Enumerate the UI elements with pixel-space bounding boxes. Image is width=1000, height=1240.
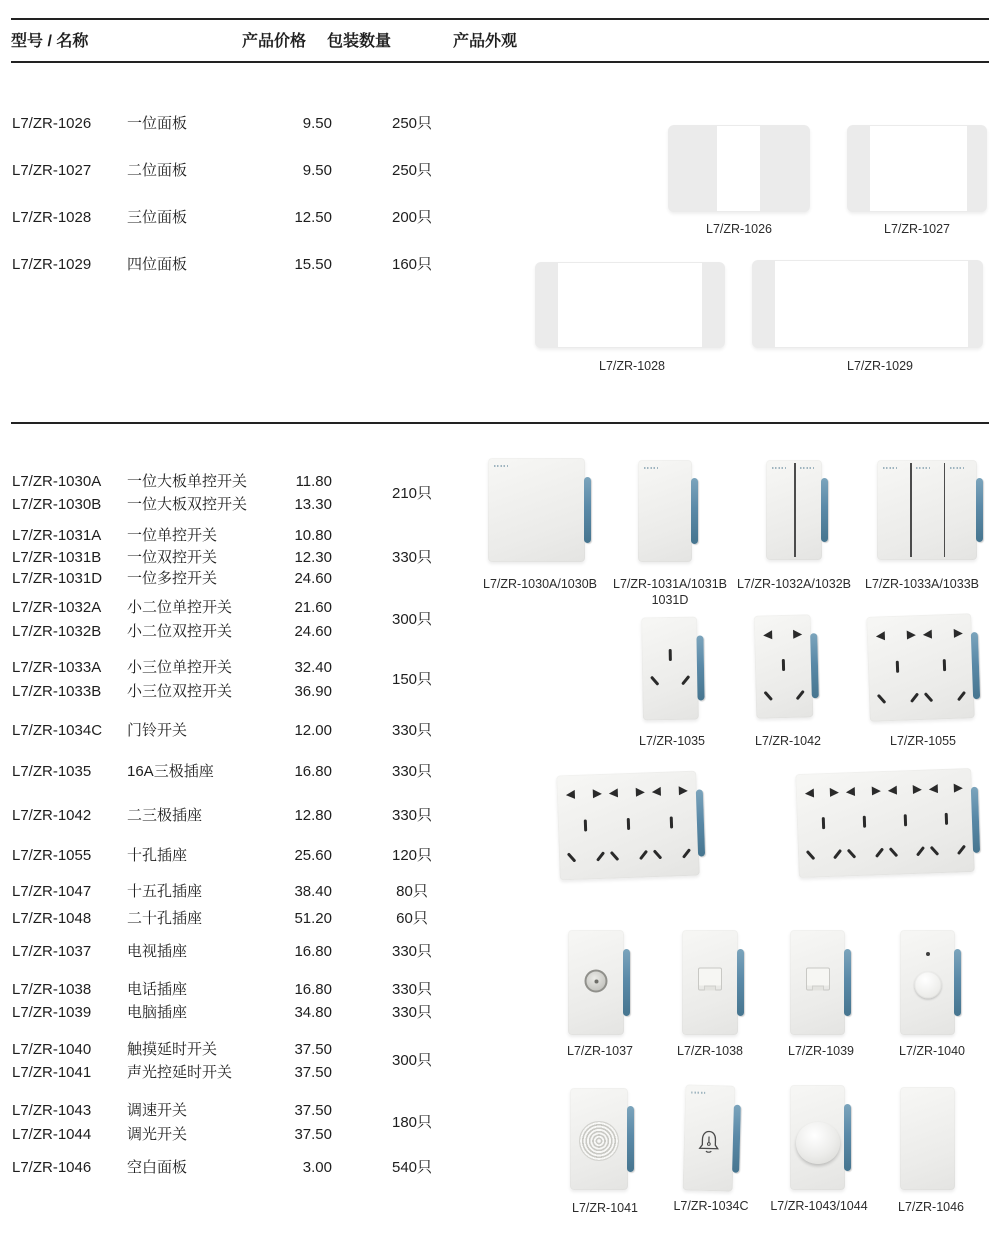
product-image-sound-light-switch — [570, 1088, 628, 1190]
rule-top — [11, 18, 989, 20]
row-qty: 210只 — [391, 485, 433, 502]
row-qty: 540只 — [391, 1159, 433, 1176]
socket-holes — [754, 614, 814, 718]
mount-clip — [954, 949, 961, 1016]
earth-pin-hole — [821, 817, 824, 829]
indicator-dot — [926, 952, 930, 956]
mount-clip — [821, 478, 828, 542]
brand-mark — [644, 467, 658, 469]
angled-pin-holes — [925, 690, 965, 702]
row-qty: 330只 — [391, 1004, 433, 1021]
pin-hole-right-angled — [639, 850, 648, 861]
speaker-grille-icon — [579, 1121, 619, 1161]
row-qty: 160只 — [391, 256, 433, 273]
frame-window — [717, 126, 760, 211]
row-price: 36.90 — [294, 683, 332, 700]
pin-hole-left — [923, 630, 932, 639]
row-name: 十孔插座 — [127, 847, 188, 864]
product-caption: L7/ZR-1035 — [638, 734, 706, 748]
row-model: L7/ZR-1046 — [12, 1159, 92, 1176]
brand-mark — [494, 465, 508, 467]
product-caption: L7/ZR-1034C — [673, 1199, 749, 1213]
row-model: L7/ZR-1031A — [12, 527, 102, 544]
flat-pin-holes — [763, 630, 802, 640]
mount-clip — [732, 1105, 741, 1173]
mount-clip — [976, 478, 983, 542]
product-image-frame-2gang — [847, 125, 987, 212]
row-price: 10.80 — [294, 527, 332, 544]
mount-clip — [971, 786, 980, 853]
product-caption: L7/ZR-1027 — [883, 222, 951, 236]
product-image-socket-20hole — [795, 768, 975, 878]
product-caption: 1031D — [651, 593, 689, 607]
pin-hole-right — [679, 786, 688, 795]
pin-hole-right — [907, 630, 916, 639]
row-model: L7/ZR-1031D — [12, 570, 103, 587]
pin-hole-right — [871, 786, 880, 795]
angled-pin-holes — [611, 849, 647, 861]
row-name: 电脑插座 — [127, 1004, 188, 1021]
row-name: 声光控延时开关 — [127, 1064, 233, 1081]
pin-hole-left — [805, 788, 814, 797]
product-image-tv-socket — [568, 930, 624, 1035]
row-model: L7/ZR-1047 — [12, 883, 92, 900]
product-caption: L7/ZR-1038 — [676, 1044, 744, 1058]
row-name: 电话插座 — [127, 981, 188, 998]
socket-unit — [928, 783, 965, 856]
row-qty: 330只 — [391, 549, 433, 566]
row-name: 调速开关 — [127, 1102, 188, 1119]
pin-hole-right — [636, 787, 645, 796]
pin-hole-right-angled — [957, 845, 966, 856]
product-caption: L7/ZR-1043/1044 — [770, 1199, 868, 1213]
row-name: 三位面板 — [127, 209, 188, 226]
row-price: 9.50 — [302, 162, 332, 179]
pin-hole-left-angled — [763, 691, 773, 701]
angled-pin-holes — [765, 689, 804, 701]
pin-hole-right — [954, 629, 963, 638]
row-price: 9.50 — [302, 115, 332, 132]
socket-unit — [923, 629, 966, 703]
row-name: 16A三极插座 — [127, 763, 214, 780]
socket-unit — [876, 630, 919, 704]
pin-hole-right-angled — [833, 849, 842, 860]
brand-mark — [691, 1092, 705, 1094]
angled-pin-holes — [848, 847, 883, 859]
product-caption: L7/ZR-1026 — [705, 222, 773, 236]
row-price: 12.00 — [294, 722, 332, 739]
tv-coax-connector-icon — [585, 970, 608, 993]
row-qty: 80只 — [396, 883, 428, 900]
brand-mark — [883, 467, 897, 469]
pin-hole-right-angled — [874, 847, 883, 858]
row-model: L7/ZR-1035 — [12, 763, 92, 780]
row-name: 一位单控开关 — [127, 527, 218, 544]
earth-pin-hole — [863, 816, 866, 828]
row-model: L7/ZR-1033A — [12, 659, 102, 676]
mount-clip — [844, 1104, 851, 1171]
flat-pin-holes — [609, 787, 645, 797]
rocker-divider-line — [794, 463, 796, 557]
header-col-price: 产品价格 — [242, 33, 307, 50]
angled-pin-holes — [651, 675, 689, 687]
pin-hole-right — [954, 783, 963, 792]
pin-hole-left-angled — [847, 849, 857, 859]
row-price: 13.30 — [294, 496, 332, 513]
pin-hole-right — [593, 789, 602, 798]
product-image-doorbell-switch — [683, 1084, 736, 1191]
mount-clip — [844, 949, 851, 1016]
socket-unit — [805, 788, 842, 861]
earth-pin-hole — [626, 817, 629, 829]
pin-hole-left-angled — [924, 692, 934, 702]
product-image-frame-4gang — [752, 260, 983, 348]
mount-clip — [696, 789, 705, 856]
pin-hole-left-angled — [806, 850, 816, 860]
row-price: 24.60 — [294, 570, 332, 587]
row-price: 34.80 — [294, 1004, 332, 1021]
frame-window — [775, 261, 968, 347]
row-qty: 150只 — [391, 671, 433, 688]
row-price: 37.50 — [294, 1064, 332, 1081]
rj-jack-icon — [698, 968, 722, 991]
product-image-switch-3gang — [877, 460, 977, 560]
pin-hole-left-angled — [877, 694, 887, 704]
row-price: 15.50 — [294, 256, 332, 273]
row-name: 一位双控开关 — [127, 549, 218, 566]
pin-hole-right-angled — [682, 848, 691, 859]
row-qty: 300只 — [391, 611, 433, 628]
angled-pin-holes — [878, 692, 918, 704]
earth-pin-hole — [782, 658, 785, 670]
row-price: 16.80 — [294, 763, 332, 780]
row-model: L7/ZR-1048 — [12, 910, 92, 927]
row-model: L7/ZR-1031B — [12, 549, 102, 566]
product-caption: L7/ZR-1039 — [787, 1044, 855, 1058]
pin-hole-left-angled — [929, 846, 939, 856]
product-image-socket-3hole — [641, 617, 699, 721]
row-qty: 120只 — [391, 847, 433, 864]
pin-hole-left — [876, 631, 885, 640]
earth-pin-hole — [904, 814, 907, 826]
product-caption: L7/ZR-1033A/1033B — [865, 577, 979, 591]
row-name: 一位大板单控开关 — [127, 473, 248, 490]
angled-pin-holes — [654, 848, 690, 860]
frame-window — [558, 263, 702, 347]
socket-unit — [846, 786, 883, 859]
flat-pin-holes — [652, 786, 688, 796]
row-qty: 250只 — [391, 115, 433, 132]
earth-pin-hole — [668, 649, 671, 661]
row-price: 37.50 — [294, 1041, 332, 1058]
pin-hole-right-angled — [957, 691, 966, 702]
mount-clip — [627, 1106, 634, 1171]
earth-pin-hole — [669, 816, 672, 828]
header-col-model-name: 型号 / 名称 — [11, 33, 89, 50]
product-image-socket-15hole — [556, 771, 700, 881]
product-caption: L7/ZR-1032A/1032B — [737, 577, 851, 591]
pin-hole-left — [887, 786, 896, 795]
row-model: L7/ZR-1043 — [12, 1102, 92, 1119]
product-caption: L7/ZR-1031A/1031B — [613, 577, 727, 591]
row-name: 十五孔插座 — [127, 883, 203, 900]
pin-hole-left — [846, 787, 855, 796]
row-qty: 300只 — [391, 1052, 433, 1069]
row-name: 小二位双控开关 — [127, 623, 233, 640]
mount-clip — [971, 632, 980, 699]
row-model: L7/ZR-1044 — [12, 1126, 92, 1143]
flat-pin-holes — [805, 788, 840, 798]
row-model: L7/ZR-1028 — [12, 209, 92, 226]
socket-holes — [866, 613, 975, 722]
product-image-switch-bigplate — [488, 458, 585, 562]
pin-hole-left-angled — [888, 847, 898, 857]
row-qty: 60只 — [396, 910, 428, 927]
pin-hole-right — [830, 788, 839, 797]
angled-pin-holes — [931, 844, 966, 856]
row-qty: 330只 — [391, 807, 433, 824]
mount-clip — [623, 949, 630, 1016]
brand-mark — [800, 467, 814, 469]
row-qty: 180只 — [391, 1114, 433, 1131]
product-image-blank-panel — [900, 1087, 955, 1190]
flat-pin-holes — [923, 629, 963, 639]
mount-clip — [696, 635, 704, 701]
row-name: 小二位单控开关 — [127, 599, 233, 616]
earth-pin-hole — [895, 660, 898, 672]
product-image-phone-socket — [682, 930, 738, 1035]
row-model: L7/ZR-1030A — [12, 473, 102, 490]
earth-pin-hole — [945, 813, 948, 825]
product-caption: L7/ZR-1037 — [566, 1044, 634, 1058]
socket-unit — [609, 787, 648, 861]
mount-clip — [810, 633, 819, 699]
rule-header-bottom — [11, 61, 989, 63]
row-qty: 330只 — [391, 722, 433, 739]
product-caption: L7/ZR-1030A/1030B — [483, 577, 597, 591]
row-name: 一位多控开关 — [127, 570, 218, 587]
socket-unit — [566, 789, 605, 863]
product-caption: L7/ZR-1046 — [897, 1200, 965, 1214]
pin-hole-left-angled — [610, 851, 620, 861]
row-name: 调光开关 — [127, 1126, 188, 1143]
row-name: 二三极插座 — [127, 807, 203, 824]
earth-pin-hole — [942, 659, 945, 671]
rocker-divider-line — [910, 463, 912, 557]
brand-mark — [950, 467, 964, 469]
row-model: L7/ZR-1055 — [12, 847, 92, 864]
mount-clip — [737, 949, 744, 1016]
row-price: 24.60 — [294, 623, 332, 640]
flat-pin-holes — [928, 783, 963, 793]
row-price: 16.80 — [294, 981, 332, 998]
product-image-socket-10hole — [866, 613, 975, 722]
row-qty: 330只 — [391, 943, 433, 960]
row-name: 小三位双控开关 — [127, 683, 233, 700]
row-model: L7/ZR-1041 — [12, 1064, 92, 1081]
product-image-switch-2gang — [766, 460, 822, 560]
row-price: 11.80 — [295, 473, 332, 490]
angled-pin-holes — [568, 851, 604, 863]
mount-clip — [691, 478, 698, 543]
bell-icon — [695, 1127, 724, 1158]
row-name: 一位大板双控开关 — [127, 496, 248, 513]
product-image-frame-1gang — [668, 125, 810, 212]
row-name: 空白面板 — [127, 1159, 188, 1176]
row-model: L7/ZR-1032A — [12, 599, 102, 616]
row-model: L7/ZR-1037 — [12, 943, 92, 960]
pin-hole-left — [928, 784, 937, 793]
row-price: 37.50 — [294, 1102, 332, 1119]
row-model: L7/ZR-1040 — [12, 1041, 92, 1058]
pin-hole-left-angled — [650, 676, 659, 686]
flat-pin-holes — [846, 786, 881, 796]
header-col-qty: 包装数量 — [327, 33, 392, 50]
row-name: 门铃开关 — [127, 722, 188, 739]
socket-unit — [887, 785, 924, 858]
row-model: L7/ZR-1038 — [12, 981, 92, 998]
socket-holes — [795, 768, 975, 878]
pin-hole-right-angled — [910, 692, 919, 703]
row-name: 四位面板 — [127, 256, 188, 273]
row-price: 12.50 — [294, 209, 332, 226]
socket-unit — [652, 786, 691, 860]
row-name: 触摸延时开关 — [127, 1041, 218, 1058]
product-image-dimmer-knob — [790, 1085, 845, 1190]
pin-hole-right-angled — [916, 846, 925, 857]
row-price: 51.20 — [294, 910, 332, 927]
row-qty: 330只 — [391, 763, 433, 780]
row-price: 12.30 — [294, 549, 332, 566]
header-col-appearance: 产品外观 — [453, 33, 518, 50]
row-model: L7/ZR-1033B — [12, 683, 102, 700]
row-price: 21.60 — [294, 599, 332, 616]
pin-hole-right-angled — [681, 675, 690, 685]
product-image-computer-socket — [790, 930, 845, 1035]
row-name: 小三位单控开关 — [127, 659, 233, 676]
brand-mark — [772, 467, 786, 469]
pin-hole-right — [793, 630, 802, 639]
row-name: 电视插座 — [127, 943, 188, 960]
pin-hole-right-angled — [796, 690, 805, 700]
brand-mark — [916, 467, 930, 469]
socket-unit — [650, 632, 689, 704]
earth-pin-hole — [583, 819, 586, 831]
socket-holes — [641, 617, 699, 721]
row-name: 二十孔插座 — [127, 910, 203, 927]
flat-pin-holes — [566, 789, 602, 799]
row-price: 25.60 — [294, 847, 332, 864]
row-price: 16.80 — [294, 943, 332, 960]
pin-hole-left-angled — [567, 852, 577, 862]
product-caption: L7/ZR-1042 — [754, 734, 822, 748]
rule-section-divider — [11, 422, 989, 424]
row-model: L7/ZR-1034C — [12, 722, 103, 739]
angled-pin-holes — [807, 849, 842, 861]
pin-hole-left — [566, 790, 575, 799]
row-model: L7/ZR-1026 — [12, 115, 92, 132]
rj-jack-icon — [806, 968, 830, 991]
pin-hole-left — [652, 787, 661, 796]
flat-pin-holes — [887, 785, 922, 795]
row-price: 3.00 — [302, 1159, 332, 1176]
row-model: L7/ZR-1029 — [12, 256, 92, 273]
socket-unit — [763, 630, 804, 702]
row-model: L7/ZR-1030B — [12, 496, 102, 513]
product-image-socket-5hole — [754, 614, 814, 718]
row-price: 12.80 — [294, 807, 332, 824]
product-image-frame-3gang — [535, 262, 725, 348]
pin-hole-left-angled — [653, 849, 663, 859]
row-name: 一位面板 — [127, 115, 188, 132]
row-price: 38.40 — [294, 883, 332, 900]
pin-hole-right-angled — [596, 851, 605, 862]
row-model: L7/ZR-1027 — [12, 162, 92, 179]
product-image-switch-1gang — [638, 460, 692, 562]
row-price: 32.40 — [294, 659, 332, 676]
flat-pin-holes — [876, 630, 916, 640]
socket-holes — [556, 771, 700, 881]
row-qty: 200只 — [391, 209, 433, 226]
row-qty: 330只 — [391, 981, 433, 998]
pin-hole-right — [912, 785, 921, 794]
product-caption: L7/ZR-1041 — [571, 1201, 639, 1215]
row-model: L7/ZR-1042 — [12, 807, 92, 824]
row-qty: 250只 — [391, 162, 433, 179]
row-model: L7/ZR-1039 — [12, 1004, 92, 1021]
row-name: 二位面板 — [127, 162, 188, 179]
product-caption: L7/ZR-1028 — [598, 359, 666, 373]
frame-window — [870, 126, 967, 211]
product-caption: L7/ZR-1040 — [898, 1044, 966, 1058]
product-caption: L7/ZR-1055 — [889, 734, 957, 748]
row-model: L7/ZR-1032B — [12, 623, 102, 640]
rotary-knob — [796, 1122, 840, 1164]
product-image-touch-switch — [900, 930, 955, 1035]
pin-hole-left — [763, 630, 772, 639]
angled-pin-holes — [889, 846, 924, 858]
rocker-divider-line — [944, 463, 946, 557]
push-button — [914, 971, 941, 998]
product-caption: L7/ZR-1029 — [846, 359, 914, 373]
pin-hole-left — [609, 788, 618, 797]
row-price: 37.50 — [294, 1126, 332, 1143]
mount-clip — [584, 477, 591, 544]
